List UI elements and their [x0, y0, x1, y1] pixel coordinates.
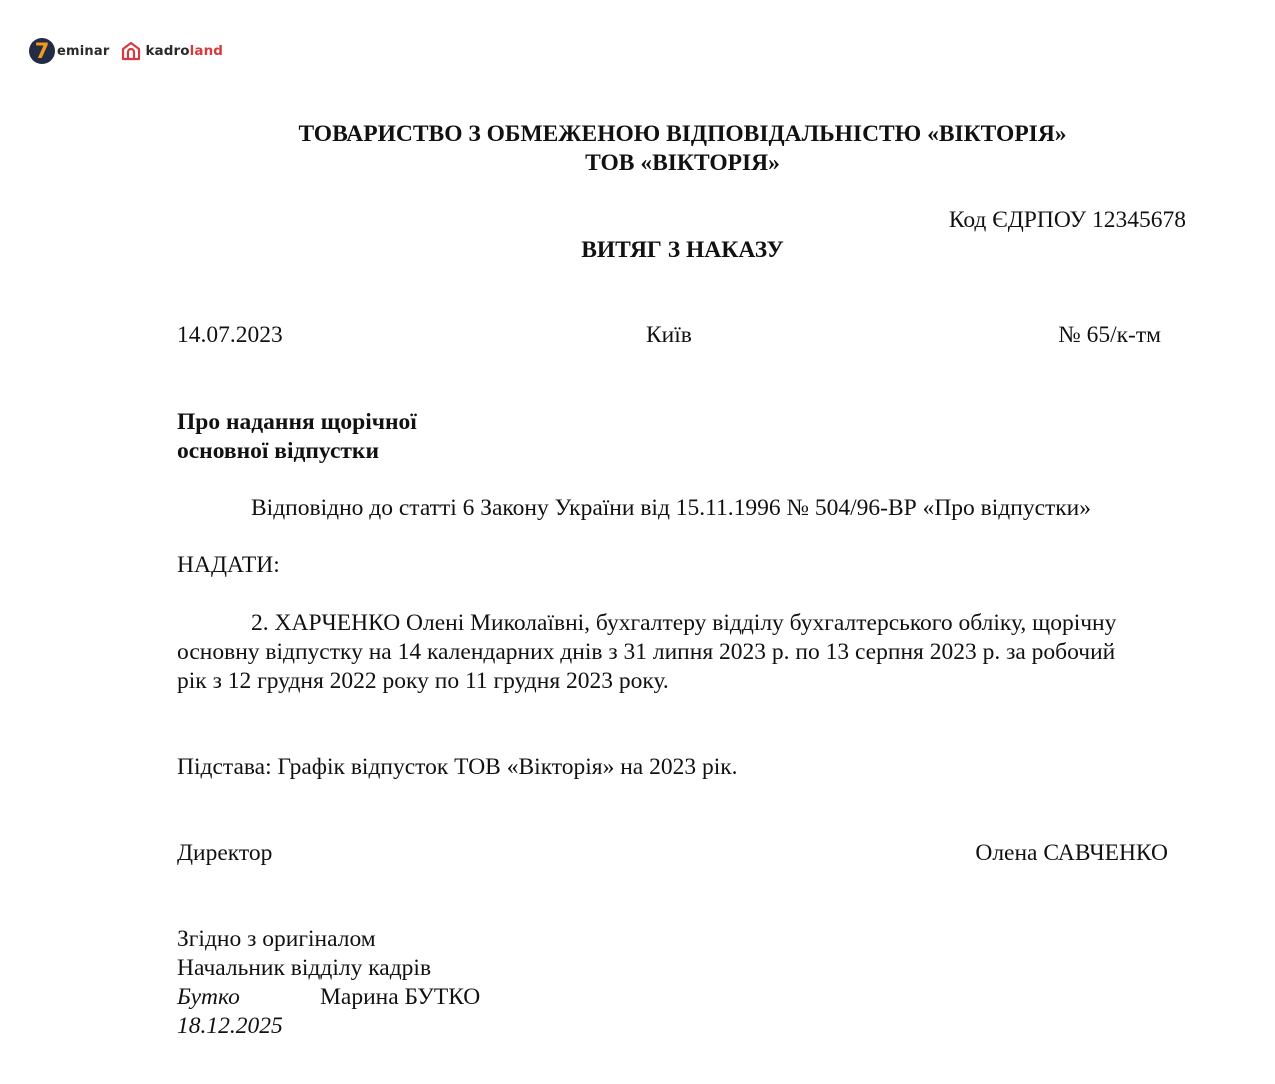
subject-line-1: Про надання щорічної	[177, 409, 417, 435]
company-full-name: ТОВАРИСТВО З ОБМЕЖЕНОЮ ВІДПОВІДАЛЬНІСТЮ «ВІКТОРІЯ»	[298, 121, 1067, 147]
kadroland-text-accent: land	[189, 43, 224, 59]
document-title: ВИТЯГ З НАКАЗУ	[581, 237, 784, 263]
order-number: № 65/к-тм	[1058, 322, 1161, 348]
certification-name: Марина БУТКО	[320, 984, 481, 1010]
certification-signature: Бутко	[177, 984, 240, 1010]
kadroland-logo	[121, 41, 223, 61]
legal-basis: Відповідно до статті 6 Закону України від 15.11.1996 № 504/96-ВР «Про відпустки»	[251, 495, 1092, 521]
kadroland-logo-text	[145, 43, 223, 59]
order-city: Київ	[646, 322, 692, 348]
seminar-logo	[29, 38, 109, 64]
signatory-name: Олена САВЧЕНКО	[975, 840, 1168, 866]
signatory-position: Директор	[177, 840, 273, 866]
order-item-line-1: 2. ХАРЧЕНКО Олені Миколаївні, бухгалтеру відділу бухгалтерського обліку, щорічну	[251, 610, 1117, 636]
order-word: НАДАТИ:	[177, 552, 280, 578]
order-item-line-2: основну відпустку на 14 календарних днів з 31 липня 2023 р. по 13 серпня 2023 р. за робочий	[177, 639, 1116, 665]
basis-schedule: Підстава: Графік відпусток ТОВ «Вікторія» на 2023 рік.	[177, 754, 738, 780]
order-date: 14.07.2023	[177, 322, 283, 348]
seminar-logo-text: eminar	[57, 43, 110, 59]
certification-date: 18.12.2025	[177, 1013, 283, 1039]
certification-line-1: Згідно з оригіналом	[177, 926, 376, 952]
seminar-seven-icon: 7	[29, 38, 55, 64]
certification-line-2: Начальник відділу кадрів	[177, 955, 432, 981]
edrpou-code: Код ЄДРПОУ 12345678	[948, 207, 1186, 233]
company-short-name: ТОВ «ВІКТОРІЯ»	[585, 150, 780, 176]
subject-line-2: основної відпустки	[177, 438, 379, 464]
logos	[29, 37, 223, 65]
house-icon	[121, 41, 141, 61]
order-item-line-3: рік з 12 грудня 2022 року по 11 грудня 2023 року.	[177, 668, 669, 694]
kadroland-text-main: kadro	[145, 43, 190, 59]
